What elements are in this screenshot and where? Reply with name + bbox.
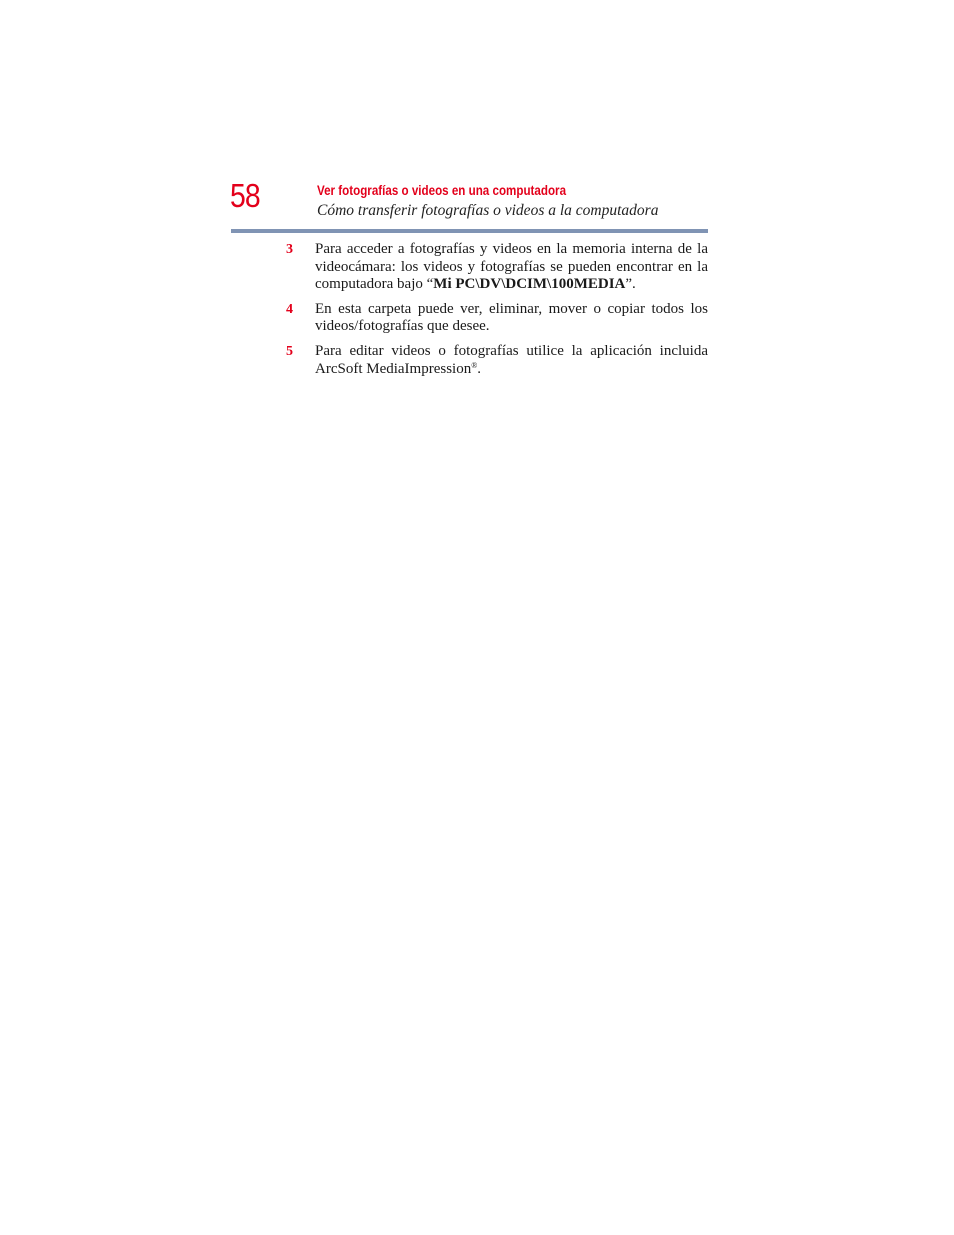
list-item <box>286 301 708 336</box>
section-title: Cómo transferir fotografías o videos a la computadora <box>317 202 659 219</box>
step-text: En esta carpeta puede ver, eliminar, mover o copiar todos los videos/fotografías que desee. <box>315 300 708 335</box>
step-text-part: ”. <box>625 276 636 293</box>
list-item <box>286 241 708 294</box>
step-text <box>315 343 708 378</box>
registered-mark: ® <box>471 360 478 370</box>
header-divider <box>231 229 708 233</box>
step-text-part: . <box>477 360 482 377</box>
folder-path: Mi PC\DV\DCIM\100MEDIA <box>433 276 626 293</box>
steps-list <box>286 241 708 385</box>
step-text <box>315 241 708 294</box>
chapter-title: Ver fotografías o videos en una computadora <box>317 183 567 198</box>
step-text-part: Para editar videos o fotografías utilice la aplicación incluida ArcSoft MediaImpression <box>315 342 708 377</box>
step-number: 3 <box>286 242 293 257</box>
page-number: 58 <box>230 177 260 214</box>
list-item <box>286 343 708 378</box>
step-number: 5 <box>286 343 293 359</box>
step-text-part: Para acceder a fotografías y videos en la memoria interna de la videocámara: los videos y fotografías se pueden encontrar en la computadora bajo “ <box>315 241 708 293</box>
step-number: 4 <box>286 301 293 317</box>
